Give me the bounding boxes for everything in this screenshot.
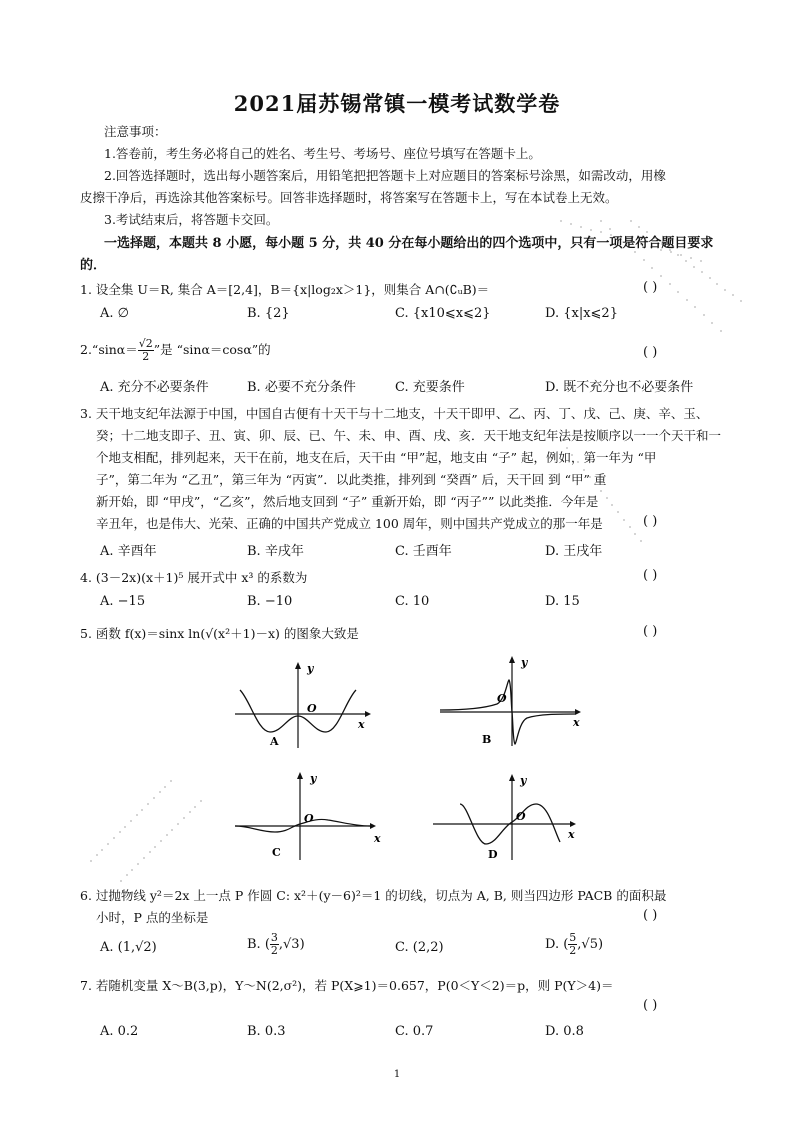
graph-c-y-arrow [297,772,303,779]
watermark-dot [677,254,679,256]
watermark-dot [609,228,611,230]
q2-stem-post: ”是 “sinα＝cosα”的 [153,342,271,357]
q3-line-2: 癸；十二地支即子、丑、寅、卯、辰、已、午、未、申、酉、戌、亥．天干地支纪年法是按顺序以一一个天干和一 [96,428,722,443]
q6-option-b-num: 3 [270,931,278,944]
q1-option-d: D. {x|x⩽2} [545,306,618,321]
notes-heading: 注意事项： [104,124,167,139]
graph-a-x-label: x [358,718,365,731]
q6-option-b [247,932,305,957]
graph-a-y-arrow [295,662,301,669]
graph-a-x-arrow [365,711,371,717]
watermark-dot [630,220,632,222]
watermark-dot [617,511,619,513]
q3-option-a: A. 辛酉年 [100,544,157,559]
graph-d-x-label: x [568,828,575,841]
graph-d-y-label: y [520,774,527,787]
q1-option-c: C. {x10⩽x⩽2} [395,306,491,321]
watermark-dot [600,220,602,222]
watermark-dot [101,849,103,851]
watermark-dot [740,300,742,302]
watermark-dot [660,275,662,277]
q4-option-b: B. −10 [247,594,293,609]
q3-option-c: C. 壬酉年 [395,544,452,559]
graph-d-y-arrow [509,774,515,781]
q6-option-d-num: 5 [569,931,577,944]
graph-b-x-arrow [575,709,581,715]
page-title: 2021届苏锡常镇一模考试数学卷 [233,91,561,116]
watermark-dot [629,526,631,528]
q6-line-2: 小时，P 点的坐标是 [96,910,209,925]
q3-option-b: B. 辛戌年 [247,544,304,559]
graph-d-label: D [488,848,498,861]
watermark-dot [716,283,718,285]
watermark-dot [131,869,133,871]
watermark-dot [96,854,98,856]
q7-answer-paren: ( ) [643,998,658,1013]
graph-b [435,652,585,752]
watermark-dot [137,863,139,865]
watermark-dot [570,223,572,225]
watermark-dot [686,299,688,301]
graph-b-origin: O [497,692,507,705]
q6-line-1: 6. 过抛物线 y²＝2x 上一点 P 作圆 C: x²＋(y－6)²＝1 的切线，切点为 A, B, 则当四边形 PACB 的面积最 [80,888,667,903]
q2-fraction [138,338,154,363]
q2-option-a: A. 充分不必要条件 [100,380,209,395]
q3-line-6: 辛丑年，也是伟大、光荣、正确的中国共产党成立 100 周年，则中国共产党成立的那一年是 [96,516,603,531]
q7-option-d: D. 0.8 [545,1024,584,1039]
q6-option-b-den: 2 [270,944,278,957]
q6-option-b-post: ,√3) [278,937,305,952]
watermark-dot [732,294,734,296]
q1-option-b: B. {2} [247,306,290,321]
watermark-dot [634,251,636,253]
q2-stem [80,338,271,363]
q2-stem-pre: 2.“sinα＝ [80,342,138,357]
graph-c-label: C [272,846,281,859]
watermark-dot [669,283,671,285]
watermark-dot [694,306,696,308]
graph-d [430,770,580,865]
watermark-dot [638,226,640,228]
watermark-dot [680,254,682,256]
q3-line-3: 个地支相配，排列起来，天干在前，地支在后，天干由 “甲”起，地支由 “子” 起，例如，第一年为 “甲 [96,450,657,465]
graph-c-y-label: y [310,772,317,785]
watermark-dot [606,497,608,499]
graph-b-x-label: x [573,716,580,729]
section-heading-line1: 一选择题，本题共 8 小愿，每小题 5 分，共 40 分在每小题给出的四个选项中，只有一项是符合题目要求 [104,236,714,251]
q3-line-5: 新开始，即 “甲戌”，“乙亥”，然后地支回到 “子” 重新开始，即 “丙子”” 以此类推．今年是 [96,494,599,509]
graph-c-origin: O [304,812,314,825]
graph-b-label: B [482,733,492,746]
graph-a-origin: O [307,702,317,715]
q3-option-d: D. 王戌年 [545,544,603,559]
q6-option-d [545,932,603,957]
q3-line-1: 3. 天干地支纪年法源于中国，中国自古便有十天干与十二地支，十天干即甲、乙、丙、丁、戊、己、庚、辛、玉、 [80,406,709,421]
q3-line-4: 子”，第二年为 “乙丑”，第三年为 “丙寅”．以此类推，排列到 “癸酉” 后，天干回 到 “甲” 重 [96,472,607,487]
q7-option-a: A. 0.2 [100,1024,139,1039]
q6-option-d-den: 2 [569,944,577,957]
watermark-dot [194,806,196,808]
graph-d-x-arrow [570,821,576,827]
q2-option-d: D. 既不充分也不必要条件 [545,380,694,395]
q4-option-c: C. 10 [395,594,430,609]
watermark-dot [147,803,149,805]
section-heading-line2: 的． [80,258,107,273]
graph-b-y-label: y [521,656,528,669]
graph-c-x-arrow [370,823,376,829]
watermark-dot [651,267,653,269]
q7-option-b: B. 0.3 [247,1024,286,1039]
q5-stem: 5. 函数 f(x)＝sinx ln(√(x²＋1)－x) 的图象大致是 [80,626,359,641]
q2-option-c: C. 充要条件 [395,380,465,395]
q4-stem: 4. (3－2x)(x＋1)⁵ 展开式中 x³ 的系数为 [80,570,308,585]
graph-c [230,770,380,865]
q4-option-a: A. −15 [100,594,146,609]
watermark-dot [164,786,166,788]
watermark-dot [693,266,695,268]
q2-option-b: B. 必要不充分条件 [247,380,356,395]
watermark-dot [634,533,636,535]
q6-option-d-pre: D. ( [545,937,569,952]
watermark-dot [136,814,138,816]
watermark-dot [623,519,625,521]
watermark-dot [113,837,115,839]
watermark-dot [560,220,562,222]
watermark-dot [159,791,161,793]
graph-c-x-label: x [374,832,381,845]
watermark-dot [171,829,173,831]
q6-option-c: C. (2,2) [395,940,444,955]
q7-option-c: C. 0.7 [395,1024,434,1039]
watermark-dot [701,271,703,273]
watermark-dot [119,831,121,833]
q3-answer-paren: ( ) [643,514,658,529]
watermark-dot [177,823,179,825]
watermark-dot [141,809,143,811]
q7-stem: 7. 若随机变量 X～B(3,p)，Y～N(2,σ²)，若 P(X⩾1)＝0.657，P(0＜Y＜2)＝p，则 P(Y＞4)＝ [80,978,614,993]
q2-fraction-num: √2 [138,337,153,350]
watermark-dot [189,811,191,813]
watermark-dot [611,504,613,506]
q6-option-a: A. (1,√2) [100,940,157,955]
watermark-dot [643,259,645,261]
watermark-dot [580,226,582,228]
watermark-dot [166,834,168,836]
watermark-dot [107,843,109,845]
page-number: 1 [393,1069,401,1080]
graph-a [230,660,380,755]
watermark-dot [640,540,642,542]
note-2a: 2.回答选择题时，选出每小题答案后，用铅笔把把答题卡上对应题目的答案标号涂黑，如需改动，用橡 [104,168,666,183]
watermark-dot [160,840,162,842]
watermark-dot [120,880,122,882]
q4-option-d: D. 15 [545,594,580,609]
watermark-dot [700,260,702,262]
watermark-dot [724,289,726,291]
watermark-dot [170,780,172,782]
graph-a-y-label: y [307,662,314,675]
q6-answer-paren: ( ) [643,908,658,923]
watermark-dot [590,229,592,231]
q1-stem: 1. 设全集 U＝R, 集合 A＝[2,4]，B＝{x|log₂x＞1}，则集合 A∩(∁ᵤB)＝ [80,282,490,297]
watermark-dot [690,257,692,259]
q6-option-b-pre: B. ( [247,937,270,952]
graph-b-y-arrow [509,656,515,663]
watermark-dot [670,251,672,253]
watermark-dot [703,314,705,316]
watermark-dot [143,857,145,859]
note-2b: 皮擦干净后，再选涂其他答案标号。回答非选择题时，将答案写在答题卡上，写在本试卷上无效。 [80,190,618,205]
q6-option-d-post: ,√5) [577,937,604,952]
watermark-dot [600,490,602,492]
q2-fraction-den: 2 [142,350,150,363]
watermark-dot [130,820,132,822]
note-1: 1.答卷前，考生务必将自己的姓名、考生号、考场号、座位号填写在答题卡上。 [104,146,541,161]
graph-a-label: A [270,735,279,748]
q6-option-b-fraction [270,932,279,957]
watermark-dot [126,874,128,876]
watermark-dot [685,260,687,262]
watermark-dot [200,800,202,802]
watermark-dot [153,797,155,799]
q2-answer-paren: ( ) [643,345,658,360]
watermark-dot [677,291,679,293]
q4-answer-paren: ( ) [643,568,658,583]
watermark-dot [711,322,713,324]
watermark-dot [183,817,185,819]
q5-answer-paren: ( ) [643,624,658,639]
note-3: 3.考试结束后，将答题卡交回。 [104,212,279,227]
q1-option-a: A. ∅ [100,306,129,321]
watermark-dot [124,826,126,828]
q1-answer-paren: ( ) [643,280,658,295]
watermark-dot [149,851,151,853]
watermark-dot [154,846,156,848]
watermark-dot [90,860,92,862]
q6-option-d-fraction [568,932,577,957]
watermark-dot [720,330,722,332]
graph-d-origin: O [516,810,526,823]
watermark-dot [709,277,711,279]
